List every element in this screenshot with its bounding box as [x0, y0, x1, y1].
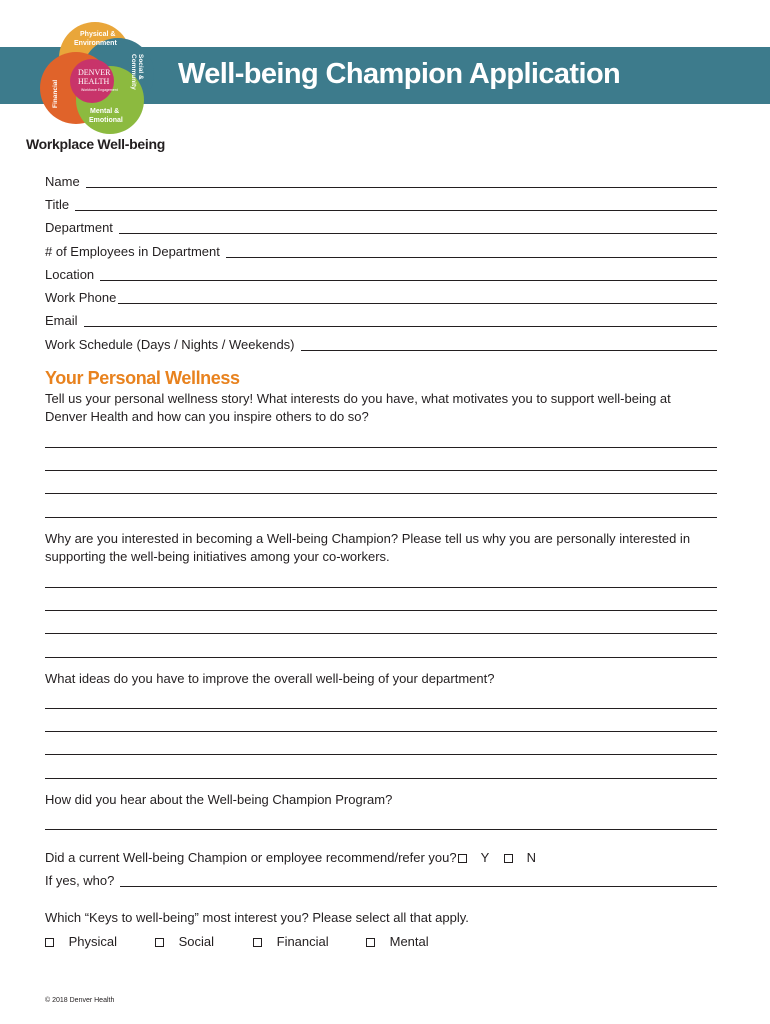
answer-line[interactable]: [45, 447, 717, 448]
question-keys: Which “Keys to well-being” most interest you? Please select all that apply.: [45, 910, 469, 925]
field-department[interactable]: [45, 220, 717, 235]
field-location[interactable]: [45, 267, 717, 282]
checkbox[interactable]: [253, 938, 262, 947]
copyright-footer: © 2018 Denver Health: [45, 997, 115, 1004]
answer-line[interactable]: [45, 470, 717, 471]
question-wellness-story: [45, 390, 685, 426]
answer-line[interactable]: [45, 657, 717, 658]
logo-center-sub: Workforce Engagement: [81, 88, 118, 92]
referral-no-option[interactable]: [504, 850, 536, 865]
question-text-line1: Tell us your personal wellness story! What interests do you have, what motivates you to support well-being at: [45, 391, 671, 406]
field-name[interactable]: [45, 174, 717, 189]
field-employee-count[interactable]: [45, 244, 717, 259]
field-label: Email: [45, 313, 78, 328]
logo-label-financial: Financial: [52, 79, 59, 108]
option-label: Financial: [276, 934, 329, 949]
field-line[interactable]: [75, 198, 717, 211]
option-label: N: [526, 850, 537, 865]
answer-line[interactable]: [45, 633, 717, 634]
checkbox[interactable]: [458, 854, 467, 863]
question-text: What ideas do you have to improve the overall well-being of your department?: [45, 671, 495, 686]
field-line[interactable]: [118, 291, 717, 304]
logo-graphic: [30, 18, 160, 140]
answer-line[interactable]: [45, 493, 717, 494]
referral-yes-option[interactable]: [458, 850, 489, 865]
logo-label-physical-line2: Environment: [74, 40, 117, 47]
answer-line[interactable]: [45, 829, 717, 830]
section-heading: Your Personal Wellness: [45, 368, 240, 388]
field-email[interactable]: [45, 313, 717, 328]
checkbox[interactable]: [366, 938, 375, 947]
logo-label-mental-line2: Emotional: [89, 117, 123, 124]
question-referral: Did a current Well-being Champion or employee recommend/refer you?: [45, 850, 457, 865]
field-line[interactable]: [226, 245, 717, 258]
key-option-social[interactable]: [155, 934, 214, 949]
option-label: Social: [178, 934, 215, 949]
field-label: Location: [45, 267, 95, 282]
key-option-physical[interactable]: [45, 934, 117, 949]
page-title: Well-being Champion Application: [178, 58, 621, 90]
answer-line[interactable]: [45, 708, 717, 709]
field-label: Name: [45, 174, 80, 189]
checkbox[interactable]: [504, 854, 513, 863]
answer-line[interactable]: [45, 754, 717, 755]
logo-label-mental-line1: Mental &: [90, 108, 120, 115]
question-text-line2: Denver Health and how can you inspire others to do so?: [45, 409, 369, 424]
question-text: How did you hear about the Well-being Champion Program?: [45, 792, 393, 807]
field-label: If yes, who?: [45, 873, 115, 888]
answer-line[interactable]: [45, 517, 717, 518]
option-label: Physical: [68, 934, 118, 949]
key-option-mental[interactable]: [366, 934, 429, 949]
option-label: Y: [480, 850, 490, 865]
field-line[interactable]: [301, 338, 717, 351]
field-label: Work Schedule (Days / Nights / Weekends): [45, 337, 295, 352]
question-text-line2: supporting the well-being initiatives among your co-workers.: [45, 549, 390, 564]
field-label: Title: [45, 197, 70, 212]
field-label: # of Employees in Department: [45, 244, 220, 259]
logo-center-line1: DENVER: [78, 68, 111, 77]
checkbox[interactable]: [155, 938, 164, 947]
field-work-phone[interactable]: [45, 290, 717, 305]
key-option-financial[interactable]: [253, 934, 329, 949]
logo-label-community: Community: [130, 54, 137, 90]
logo-label-social: Social &: [137, 54, 144, 80]
workplace-wellbeing-logo: [30, 18, 160, 140]
answer-line[interactable]: [45, 731, 717, 732]
field-work-schedule[interactable]: [45, 337, 717, 352]
field-referrer[interactable]: [45, 873, 717, 888]
field-line[interactable]: [84, 314, 717, 327]
field-label: Department: [45, 220, 113, 235]
answer-line[interactable]: [45, 587, 717, 588]
logo-center-line2: HEALTH: [78, 77, 110, 86]
answer-line[interactable]: [45, 778, 717, 779]
question-department-ideas: [45, 670, 685, 688]
question-text-line1: Why are you interested in becoming a Well-being Champion? Please tell us why you are personally interested in: [45, 531, 691, 546]
field-line[interactable]: [100, 268, 717, 281]
question-heard-about: [45, 791, 685, 809]
field-line[interactable]: [119, 221, 717, 234]
question-champion-interest: [45, 530, 691, 566]
answer-line[interactable]: [45, 610, 717, 611]
field-line[interactable]: [86, 175, 717, 188]
field-line[interactable]: [120, 874, 717, 887]
logo-caption: Workplace Well-being: [26, 136, 165, 152]
logo-label-physical-line1: Physical &: [80, 31, 116, 38]
field-title[interactable]: [45, 197, 717, 212]
field-label: Work Phone: [45, 290, 117, 305]
option-label: Mental: [389, 934, 429, 949]
checkbox[interactable]: [45, 938, 54, 947]
